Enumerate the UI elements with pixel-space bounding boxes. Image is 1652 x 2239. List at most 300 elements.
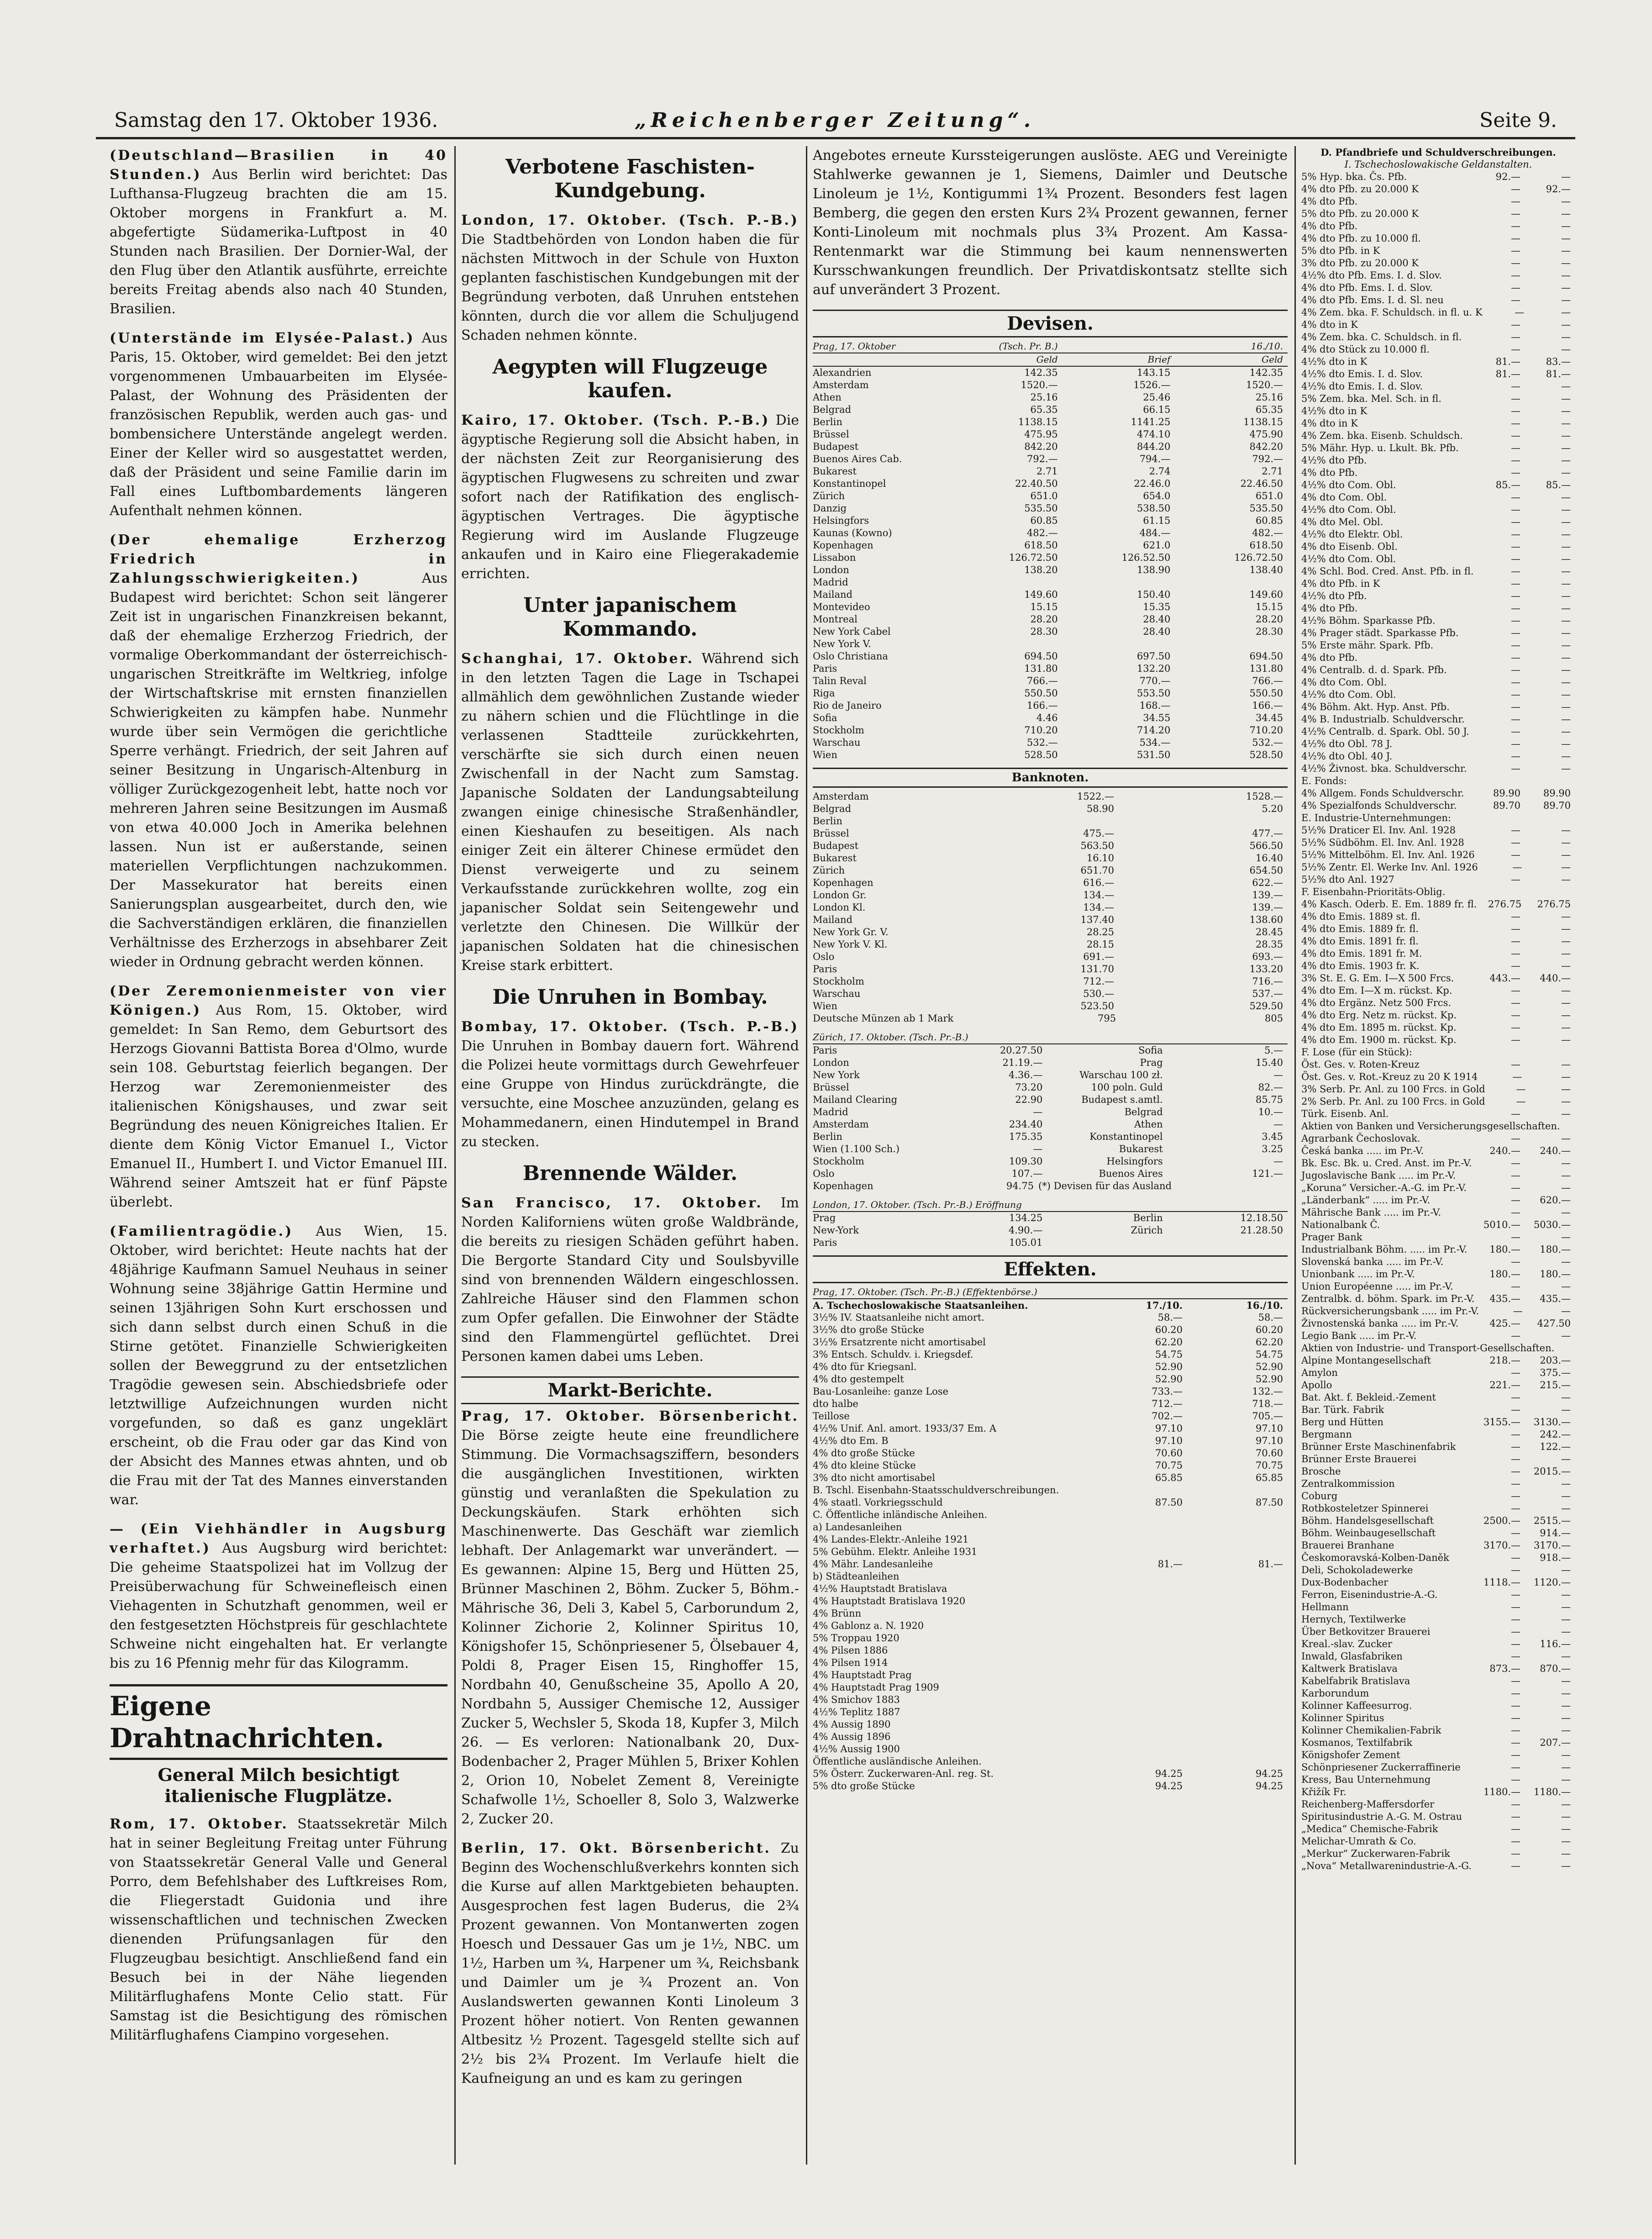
banknoten-row bbox=[813, 963, 1288, 975]
devisen-row bbox=[813, 527, 1288, 539]
row-value: 475.— bbox=[1083, 828, 1114, 839]
row-label: 4% Zem. bka. Eisenb. Schuldsch. bbox=[1301, 430, 1463, 441]
article-headline: General Milch besichtigt italienische Flugplätze. bbox=[158, 1765, 400, 1806]
row-value: — bbox=[1561, 874, 1571, 885]
devisen-row bbox=[813, 638, 1288, 650]
row-value: Sofia bbox=[1138, 1045, 1163, 1056]
row-value: 16.40 bbox=[1255, 853, 1283, 864]
security-row bbox=[1301, 1724, 1575, 1737]
row-value bbox=[1087, 1669, 1187, 1681]
row-value: — bbox=[1511, 1552, 1520, 1563]
row-value bbox=[1187, 1743, 1288, 1755]
row-value: — bbox=[1511, 282, 1520, 293]
row-label: New-York bbox=[813, 1225, 859, 1236]
row-label: Brünner Erste Maschinenfabrik bbox=[1301, 1441, 1456, 1452]
security-row bbox=[1301, 1379, 1575, 1391]
security-row bbox=[1301, 368, 1575, 380]
row-value: 138.90 bbox=[1136, 564, 1171, 575]
security-row bbox=[1301, 504, 1575, 516]
security-row bbox=[1301, 1157, 1575, 1170]
row-label: Coburg bbox=[1301, 1491, 1338, 1501]
row-value: 28.20 bbox=[1030, 614, 1058, 625]
row-label: Aktien von Industrie- und Transport-Gesellschaften. bbox=[1301, 1343, 1555, 1354]
row-value: 175.35 bbox=[1009, 1131, 1043, 1142]
row-value bbox=[1187, 1484, 1288, 1496]
row-value: 15.35 bbox=[1143, 601, 1171, 612]
banknoten-row bbox=[813, 864, 1288, 877]
row-value: — bbox=[1511, 1207, 1520, 1218]
devisen-row bbox=[813, 428, 1288, 441]
article-dateline: Kairo, 17. Oktober. (Tsch. P.-B.) bbox=[461, 412, 770, 428]
row-label: 4% Böhm. Akt. Hyp. Anst. Pfb. bbox=[1301, 701, 1450, 712]
row-value: — bbox=[1561, 1071, 1571, 1082]
row-label: Alexandrien bbox=[813, 367, 872, 378]
security-row bbox=[1301, 1700, 1575, 1712]
row-label: Reichenberg-Maffersdorfer bbox=[1301, 1799, 1435, 1810]
security-row bbox=[1301, 405, 1575, 417]
news-item-text: Aus Berlin wird berichtet: Das Lufthansa-Flugzeug brachten die am 15. Oktober morgens in Frankfurt a. M. abgefertigte Südamerika-Luftpost in 40 Stunden nach Brasilien. Der Dornier-Wal, der den Flug über den Atlantik ausführte, erreichte bereits Freitag abends also nach 40 Stunden, Brasilien. bbox=[110, 167, 447, 317]
row-value: — bbox=[1511, 985, 1520, 996]
row-value: — bbox=[1511, 233, 1520, 244]
effekten-row bbox=[813, 1373, 1288, 1386]
row-value bbox=[1187, 1570, 1288, 1583]
row-value: 532.— bbox=[1026, 737, 1058, 748]
row-value: — bbox=[1273, 1119, 1283, 1130]
security-row bbox=[1301, 1663, 1575, 1675]
row-label: Slovenská banka ..... im Pr.-V. bbox=[1301, 1256, 1444, 1267]
row-value: — bbox=[1511, 1688, 1520, 1699]
news-item bbox=[110, 146, 447, 319]
row-label: Nationalbank Č. bbox=[1301, 1219, 1380, 1230]
row-label: Aktien von Banken und Versicherungsgesellschaften. bbox=[1301, 1121, 1560, 1132]
row-value bbox=[1087, 1632, 1187, 1644]
row-label: 5½% Draticer El. Inv. Anl. 1928 bbox=[1301, 825, 1456, 836]
row-value: 538.50 bbox=[1136, 503, 1171, 514]
row-value: — bbox=[1511, 849, 1520, 860]
row-label: Türk. Eisenb. Anl. bbox=[1301, 1108, 1389, 1119]
row-label: 4% Hauptstadt Bratislava 1920 bbox=[813, 1596, 966, 1607]
row-label: 4% Allgem. Fonds Schuldverschr. bbox=[1301, 788, 1464, 799]
row-value: 65.85 bbox=[1255, 1472, 1283, 1483]
row-value: — bbox=[1561, 1725, 1571, 1736]
row-value: — bbox=[1561, 1762, 1571, 1773]
devisen-row bbox=[813, 379, 1288, 391]
devisen-row bbox=[813, 601, 1288, 613]
row-label: Bergmann bbox=[1301, 1429, 1352, 1440]
row-value: 733.— bbox=[1152, 1386, 1183, 1397]
market-report-text: Zu Beginn des Wochenschlußverkehrs konnten sich die Kurse auf allen Marktgebieten behaupten. Ausgesprochen fest lagen Buderus, die 2¾ Prozent gewannen. Von Montanwerten zogen Hoesch und Dessauer Gas um je 1½, NBC. um 1½, Harben um ¾, Harpener um ¾, Reichsbank und Daimler um je ¾ Prozent an. Von Auslandswerten gewannen Konti Linoleum 3 Prozent höher notiert. Von Renten gewannen Altbesitz ½ Prozent. Tagesgeld stellte sich auf 2½ bis 2¾ Prozent. Im Verlaufe hielt die Kaufneigung an und es kam zu geringen bbox=[461, 1840, 799, 2086]
effekten-row bbox=[813, 1780, 1288, 1792]
banknoten-row bbox=[813, 988, 1288, 1000]
row-label: New York V. Kl. bbox=[813, 939, 888, 950]
security-row bbox=[1301, 578, 1575, 590]
row-label: 4½% Unif. Anl. amort. 1933/37 Em. A bbox=[813, 1423, 996, 1434]
row-value: 81.— bbox=[1495, 356, 1520, 367]
security-row bbox=[1301, 1305, 1575, 1317]
row-label: 3½% dto große Stücke bbox=[813, 1324, 925, 1335]
row-value: — bbox=[1561, 295, 1571, 306]
header-date: Samstag den 17. Oktober 1936. bbox=[114, 109, 438, 132]
security-row bbox=[1301, 861, 1575, 874]
row-value: 537.— bbox=[1252, 988, 1283, 999]
row-label: Kopenhagen bbox=[813, 540, 873, 551]
row-label: Wien bbox=[813, 1001, 837, 1012]
row-value: — bbox=[1561, 1022, 1571, 1033]
row-label: 4% dto Erg. Netz m. rückst. Kp. bbox=[1301, 1010, 1457, 1021]
security-row bbox=[1301, 183, 1575, 195]
row-value: — bbox=[1511, 738, 1520, 749]
row-label: Berg und Hütten bbox=[1301, 1417, 1384, 1428]
row-value: — bbox=[1511, 1602, 1520, 1612]
banknoten-row bbox=[813, 1000, 1288, 1012]
row-label: Stockholm bbox=[813, 725, 864, 736]
row-value: 94.25 bbox=[1255, 1781, 1283, 1791]
row-value: — bbox=[1561, 738, 1571, 749]
row-value: 94.25 bbox=[1155, 1781, 1183, 1791]
row-label: Teillose bbox=[813, 1411, 850, 1422]
row-value: 60.20 bbox=[1255, 1324, 1283, 1335]
row-label: New York Gr. V. bbox=[813, 927, 889, 938]
row-value bbox=[1187, 1546, 1288, 1558]
effekten-row bbox=[813, 1472, 1288, 1484]
article-text: Die Unruhen in Bombay dauern fort. Während die Polizei heute vormittags durch Gewehrfeuer eine Gruppe von Hindus zurückdrängte, die versuchte, eine Moschee anzuzünden, gelang es Mohammedanern, einen Hindutempel in Brand zu stecken. bbox=[461, 1038, 799, 1150]
row-value bbox=[1087, 1644, 1187, 1657]
row-label: dto halbe bbox=[813, 1398, 858, 1409]
row-value: 70.60 bbox=[1155, 1448, 1183, 1459]
security-row bbox=[1301, 763, 1575, 775]
row-value bbox=[1525, 812, 1575, 824]
news-item-text: Aus Paris, 15. Oktober, wird gemeldet: Bei den jetzt vorgenommenen Umbauarbeiten im Elysée-Palast, der Wohnung des Präsidenten der französischen Republik, werden auch gas- und bombensichere Unterstände angelegt werden. Einer der Keller wird so ausgestattet werden, daß der Präsident und seine Familie darin im Fall eines Luftbombardements längeren Aufenthalt nehmen können. bbox=[110, 330, 447, 519]
row-value: 116.— bbox=[1540, 1638, 1571, 1649]
row-value: 240.— bbox=[1540, 1145, 1571, 1156]
row-label: Stockholm bbox=[813, 1156, 864, 1167]
row-value: 221.— bbox=[1489, 1380, 1520, 1391]
row-value: — bbox=[1561, 258, 1571, 269]
row-value: 92.— bbox=[1495, 171, 1520, 182]
devisen-columns: Geld Brief Geld bbox=[813, 353, 1288, 367]
row-label: Paris bbox=[813, 1237, 837, 1248]
security-row bbox=[1301, 1601, 1575, 1613]
zurich-row bbox=[813, 1155, 1288, 1168]
row-value: — bbox=[1512, 862, 1522, 873]
security-row bbox=[1301, 1650, 1575, 1663]
row-value bbox=[1525, 775, 1575, 787]
row-value: — bbox=[1561, 1182, 1571, 1193]
row-value: 73.20 bbox=[1015, 1082, 1043, 1093]
row-value bbox=[1063, 576, 1175, 589]
row-value: 28.30 bbox=[1255, 626, 1284, 637]
security-row bbox=[1301, 1256, 1575, 1268]
row-value: — bbox=[1511, 960, 1520, 971]
row-value: 34.45 bbox=[1255, 712, 1284, 723]
effekten-row bbox=[813, 1583, 1288, 1595]
row-value: 10.— bbox=[1258, 1106, 1283, 1117]
devisen-row bbox=[813, 737, 1288, 749]
row-value bbox=[1475, 775, 1525, 787]
security-row bbox=[1301, 1034, 1575, 1046]
effekten-row bbox=[813, 1435, 1288, 1447]
row-value: — bbox=[1561, 590, 1571, 601]
row-value: 691.— bbox=[1083, 951, 1114, 962]
row-label: Paris bbox=[813, 663, 837, 674]
security-row bbox=[1301, 1083, 1575, 1096]
row-label: Ferron, Eisenindustrie-A.-G. bbox=[1301, 1589, 1438, 1600]
devisen-row bbox=[813, 650, 1288, 663]
row-label: Warschau bbox=[813, 737, 861, 748]
row-label: Apollo bbox=[1301, 1380, 1332, 1391]
row-value: Bukarest bbox=[1119, 1143, 1163, 1154]
banknoten-row bbox=[813, 975, 1288, 988]
row-value: — bbox=[1561, 393, 1571, 404]
security-row bbox=[1301, 1317, 1575, 1330]
row-value: 477.— bbox=[1252, 828, 1283, 839]
devisen-row bbox=[813, 367, 1288, 379]
effekten-row bbox=[813, 1607, 1288, 1620]
row-value: 22.40.50 bbox=[1015, 478, 1058, 489]
row-value: 28.15 bbox=[1086, 939, 1114, 950]
row-label: 4% dto Pfb. bbox=[1301, 652, 1358, 663]
row-value: — bbox=[1273, 1156, 1283, 1167]
row-label: Karborundum bbox=[1301, 1688, 1369, 1699]
row-value: 712.— bbox=[1083, 976, 1114, 987]
row-value: 62.20 bbox=[1255, 1337, 1283, 1348]
row-value: — bbox=[1511, 393, 1520, 404]
banknoten-row bbox=[813, 889, 1288, 901]
row-value: — bbox=[1561, 418, 1571, 429]
row-value: 1522.— bbox=[1077, 791, 1114, 802]
devisen-row bbox=[813, 490, 1288, 502]
devisen-row bbox=[813, 626, 1288, 638]
row-value: 710.20 bbox=[1249, 725, 1284, 736]
row-value bbox=[1187, 1681, 1288, 1694]
security-row bbox=[1301, 713, 1575, 726]
row-value: — bbox=[1561, 344, 1571, 355]
row-value: 618.50 bbox=[1249, 540, 1284, 551]
row-value bbox=[1187, 1583, 1288, 1595]
news-item-lead: (Familientragödie.) bbox=[110, 1223, 294, 1239]
row-value bbox=[1168, 1237, 1288, 1249]
row-value: 528.50 bbox=[1024, 749, 1058, 760]
row-value: 1520.— bbox=[1246, 379, 1284, 390]
row-value: — bbox=[1561, 960, 1571, 971]
security-row bbox=[1301, 1848, 1575, 1860]
row-value: 109.30 bbox=[1009, 1156, 1043, 1167]
row-value: — bbox=[1561, 1170, 1571, 1181]
row-value: — bbox=[1561, 1084, 1571, 1095]
row-label: London Gr. bbox=[813, 890, 867, 901]
row-value: — bbox=[1561, 936, 1571, 947]
effekten-row bbox=[813, 1533, 1288, 1546]
row-value: 276.75 bbox=[1488, 899, 1522, 910]
row-value: — bbox=[1511, 1651, 1520, 1662]
row-value: 870.— bbox=[1540, 1663, 1571, 1674]
row-value: 60.20 bbox=[1155, 1324, 1183, 1335]
row-label: Böhm. Weinbaugesellschaft bbox=[1301, 1528, 1436, 1538]
row-label: 4% Gablonz a. N. 1920 bbox=[813, 1620, 924, 1631]
row-value: — bbox=[1511, 1528, 1520, 1538]
row-value: 70.75 bbox=[1155, 1460, 1183, 1471]
row-value: 766.— bbox=[1026, 675, 1058, 686]
market-report-lead: Berlin, 17. Okt. Börsenbericht. bbox=[461, 1840, 771, 1856]
row-value: — bbox=[1561, 677, 1571, 688]
row-value: — bbox=[1561, 1811, 1571, 1822]
row-value bbox=[1187, 1718, 1288, 1731]
row-label: Kolinner Spiritus bbox=[1301, 1712, 1384, 1723]
row-value: — bbox=[1511, 270, 1520, 281]
row-value: 60.85 bbox=[1255, 515, 1284, 526]
zurich-row bbox=[813, 1057, 1288, 1069]
row-value: — bbox=[1561, 1392, 1571, 1403]
row-value: 651.70 bbox=[1080, 865, 1114, 876]
effekten-row bbox=[813, 1644, 1288, 1657]
security-row bbox=[1301, 639, 1575, 652]
row-value: 66.15 bbox=[1143, 404, 1171, 415]
row-value: 2.71 bbox=[1262, 466, 1284, 477]
zurich-row bbox=[813, 1180, 1288, 1192]
row-value: 1180.— bbox=[1483, 1786, 1520, 1797]
row-value: Zürich bbox=[1131, 1225, 1163, 1236]
row-value: — bbox=[1516, 1084, 1526, 1095]
zurich-row bbox=[813, 1044, 1288, 1057]
row-value: 89.90 bbox=[1493, 788, 1520, 799]
security-row bbox=[1301, 454, 1575, 467]
zurich-row bbox=[813, 1094, 1288, 1106]
row-value: 85.75 bbox=[1255, 1094, 1283, 1105]
row-value bbox=[1525, 886, 1575, 898]
security-row bbox=[1301, 393, 1575, 405]
security-row bbox=[1301, 1268, 1575, 1280]
row-value: 215.— bbox=[1540, 1380, 1571, 1391]
security-row bbox=[1301, 985, 1575, 997]
row-value: — bbox=[1561, 171, 1571, 182]
news-item bbox=[110, 531, 447, 972]
security-row bbox=[1301, 1613, 1575, 1626]
column-2 bbox=[461, 146, 799, 2165]
row-value: 534.— bbox=[1139, 737, 1171, 748]
row-label: Montreal bbox=[813, 614, 858, 625]
security-row bbox=[1301, 590, 1575, 602]
row-value: 97.10 bbox=[1255, 1435, 1283, 1446]
row-label: 5% dto Pfb. in K bbox=[1301, 245, 1380, 256]
row-value: — bbox=[1561, 381, 1571, 392]
security-row bbox=[1301, 1133, 1575, 1145]
row-label: Kosmanos, Textilfabrik bbox=[1301, 1737, 1413, 1748]
row-value bbox=[1187, 1706, 1288, 1718]
row-value: — bbox=[1561, 245, 1571, 256]
row-label: „Merkur“ Zuckerwaren-Fabrik bbox=[1301, 1848, 1450, 1859]
row-value: 65.85 bbox=[1155, 1472, 1183, 1483]
effekten-row bbox=[813, 1768, 1288, 1780]
row-value: — bbox=[1511, 1848, 1520, 1859]
row-value: — bbox=[1511, 1614, 1520, 1625]
row-value: 12.18.50 bbox=[1240, 1212, 1283, 1223]
row-value: — bbox=[1561, 578, 1571, 589]
row-label: 4½% dto Com. Obl. bbox=[1301, 553, 1396, 564]
security-row bbox=[1301, 1243, 1575, 1256]
row-label: 5% Hyp. bka. Čs. Pfb. bbox=[1301, 171, 1407, 182]
banknoten-title: Banknoten. bbox=[813, 768, 1288, 788]
row-value: — bbox=[1511, 1700, 1520, 1711]
row-value: 54.75 bbox=[1255, 1349, 1283, 1360]
row-value: 616.— bbox=[1083, 877, 1114, 888]
row-value: 5010.— bbox=[1483, 1219, 1520, 1230]
row-value: Warschau 100 zł. bbox=[1079, 1069, 1163, 1080]
row-value: 58.— bbox=[1157, 1312, 1183, 1323]
effekten-row bbox=[813, 1410, 1288, 1422]
article-text: Während sich in den letzten Tagen die Lage in Tschapei allmählich dem gewöhnlichen Zustande wieder zu nähern schien und die Flüchtlinge in die verlassenen Stadtteile zurückkehrten, verschärfte sie sich durch einen neuen Zwischenfall in der Nacht zum Samstag. Japanische Soldaten der Landungsabteilung zwangen einige chinesische Straßenhändler, einen Kieshaufen zu beseitigen. Als nach einiger Zeit ein älterer Chinese ermüdet den Dienst verweigerte und zu seinem Verkaufsstande zurückkehren wollte, zog ein japanischer Soldat sein Seitengewehr und verletzte den Chinesen. Die Willkür der japanischen Soldaten hat die chinesischen Kreise stark erbittert. bbox=[461, 651, 799, 974]
row-label: London bbox=[813, 1057, 849, 1068]
row-value: 714.20 bbox=[1136, 725, 1171, 736]
security-row bbox=[1301, 750, 1575, 763]
security-row bbox=[1301, 1330, 1575, 1342]
row-label: 4% dto Pfb. bbox=[1301, 603, 1358, 614]
news-item bbox=[110, 329, 447, 521]
row-value: 443.— bbox=[1489, 973, 1520, 984]
security-row bbox=[1301, 615, 1575, 627]
row-label: Kress, Bau Unternehmung bbox=[1301, 1774, 1431, 1785]
row-value bbox=[1087, 1718, 1187, 1731]
row-value: 1520.— bbox=[1021, 379, 1058, 390]
row-value: — bbox=[1561, 664, 1571, 675]
column-3 bbox=[813, 146, 1288, 2165]
row-value: 1138.15 bbox=[1243, 416, 1284, 427]
row-value: 180.— bbox=[1540, 1244, 1571, 1255]
row-label: 4½% dto Obl. 40 J. bbox=[1301, 751, 1393, 762]
devisen-row bbox=[813, 749, 1288, 761]
row-label: Talin Reval bbox=[813, 675, 867, 686]
row-value: 20.27.50 bbox=[1000, 1045, 1043, 1056]
row-value: — bbox=[1511, 837, 1520, 848]
row-value bbox=[1565, 1342, 1575, 1354]
devisen-row bbox=[813, 404, 1288, 416]
security-row bbox=[1301, 1145, 1575, 1157]
row-label: 5% Zem. bka. Mel. Sch. in fl. bbox=[1301, 393, 1442, 404]
security-row bbox=[1301, 886, 1575, 898]
zurich-row bbox=[813, 1131, 1288, 1143]
security-row bbox=[1301, 1774, 1575, 1786]
effekten-row bbox=[813, 1484, 1288, 1496]
article-dateline: London, 17. Oktober. (Tsch. P.-B.) bbox=[461, 212, 799, 228]
security-row bbox=[1301, 935, 1575, 948]
row-value: — bbox=[1511, 1565, 1520, 1575]
row-value: — bbox=[1511, 184, 1520, 195]
row-label: 4% Pilsen 1886 bbox=[813, 1645, 888, 1656]
security-row bbox=[1301, 812, 1575, 824]
row-value: 3170.— bbox=[1483, 1540, 1520, 1551]
row-value: 22.46.0 bbox=[1134, 478, 1171, 489]
row-value: 712.— bbox=[1152, 1398, 1183, 1409]
row-value: — bbox=[1561, 1096, 1571, 1107]
row-value: 3155.— bbox=[1483, 1417, 1520, 1428]
row-value: — bbox=[1561, 985, 1571, 996]
row-value: 107.— bbox=[1011, 1168, 1043, 1179]
row-value: 34.55 bbox=[1143, 712, 1171, 723]
row-label: E. Industrie-Unternehmungen: bbox=[1301, 812, 1452, 823]
security-row bbox=[1301, 491, 1575, 504]
row-value: 474.10 bbox=[1136, 429, 1171, 440]
security-row bbox=[1301, 171, 1575, 183]
row-value: — bbox=[1561, 1059, 1571, 1070]
row-label: Melichar-Umrath & Co. bbox=[1301, 1836, 1416, 1847]
row-value: 2515.— bbox=[1533, 1515, 1571, 1526]
row-value: 58.90 bbox=[1086, 803, 1114, 814]
masthead: „Reichenberger Zeitung“. bbox=[635, 109, 1036, 132]
row-value: — bbox=[1561, 1478, 1571, 1489]
security-row bbox=[1301, 1502, 1575, 1515]
row-value: — bbox=[1511, 1638, 1520, 1649]
row-label: C. Öffentliche inländische Anleihen. bbox=[813, 1509, 988, 1520]
security-row bbox=[1301, 195, 1575, 208]
